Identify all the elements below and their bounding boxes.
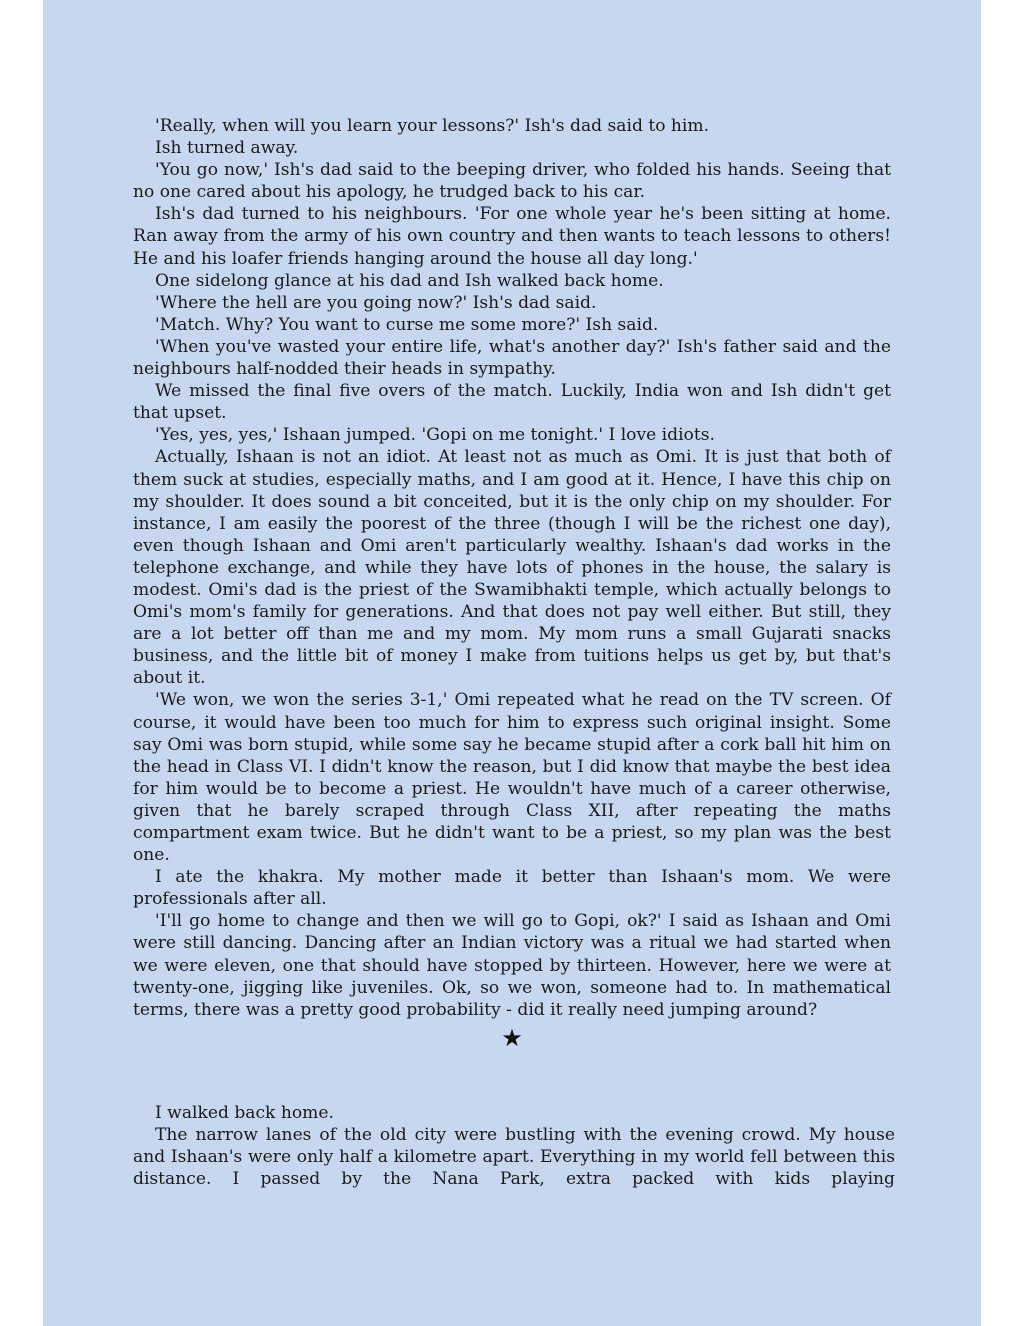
paragraph: 'When you've wasted your entire life, what's another day?' Ish's father said and the neighbours half-nodded their heads in sympathy. xyxy=(133,336,891,380)
paragraph: The narrow lanes of the old city were bustling with the evening crowd. My house and Ishaan's were only half a kilometre apart. Everything in my world fell between this distance. I passed by the Nana Park, extra packed with kids playing xyxy=(133,1125,895,1190)
paragraph: 'You go now,' Ish's dad said to the beeping driver, who folded his hands. Seeing that no one cared about his apology, he trudged back to his car. xyxy=(133,160,891,203)
paragraph: We missed the final five overs of the match. Luckily, India won and Ish didn't get that upset. xyxy=(133,381,891,424)
story-text xyxy=(133,115,891,1055)
paragraph: 'Really, when will you learn your lessons?' Ish's dad said to him. xyxy=(155,116,710,136)
paragraph: Actually, Ishaan is not an idiot. At least not as much as Omi. It is just that both of them suck at studies, especially maths, and I am good at it. Hence, I have this chip on my shoulder. It does sound a bit conceited, but it is the only chip on my shoulder. For instance, I am easily the poorest of the three (though I will be the richest one day), even though Ishaan and Omi aren't particularly wealthy. Ishaan's dad works in the telephone exchange, and while they have lots of phones in the house, the salary is modest. Omi's dad is the priest of the Swamibhakti temple, which actually belongs to Omi's mom's family for generations. And that does not pay well either. But still, they are a lot better off than me and my mom. My mom runs a small Gujarati snacks business, and the little bit of money I make from tuitions helps us get by, but that's about it. xyxy=(133,447,891,689)
paragraph: 'Where the hell are you going now?' Ish's dad said. xyxy=(155,292,597,313)
paragraph: Ish's dad turned to his neighbours. 'For one whole year he's been sitting at home. Ran away from the army of his own country and then wants to teach lessons to others! He and his loafer friends hanging around the house all day long.' xyxy=(133,204,891,269)
paragraph: One sidelong glance at his dad and Ish walked back home. xyxy=(155,270,664,291)
paragraph: I ate the khakra. My mother made it better than Ishaan's mom. We were professionals after all. xyxy=(133,867,891,910)
paragraph: 'We won, we won the series 3-1,' Omi repeated what he read on the TV screen. Of course, it would have been too much for him to express such original insight. Some say Omi was born stupid, while some say he became stupid after a cork ball hit him on the head in Class VI. I didn't know the reason, but I did know that maybe the best idea for him would be to become a priest. He wouldn't have much of a career otherwise, given that he barely scraped through Class XII, after repeating the maths compartment exam twice. But he didn't want to be a priest, so my plan was the best one. xyxy=(133,690,891,866)
story-text-continued xyxy=(133,1102,895,1190)
paragraph: 'Yes, yes, yes,' Ishaan jumped. 'Gopi on me tonight.' I love idiots. xyxy=(155,425,715,446)
paragraph: Ish turned away. xyxy=(155,138,299,159)
paragraph: 'I'll go home to change and then we will go to Gopi, ok?' I said as Ishaan and Omi were still dancing. Dancing after an Indian victory was a ritual we had started when we were eleven, one that should have stopped by thirteen. However, here we were at twenty-one, jigging like juveniles. Ok, so we won, someone had to. In mathematical terms, there was a pretty good probability - did it really need jumping around? xyxy=(133,911,891,1020)
paragraph: I walked back home. xyxy=(155,1103,334,1123)
star-divider-icon: ★ xyxy=(501,1023,523,1052)
paragraph: 'Match. Why? You want to curse me some more?' Ish said. xyxy=(155,314,659,335)
